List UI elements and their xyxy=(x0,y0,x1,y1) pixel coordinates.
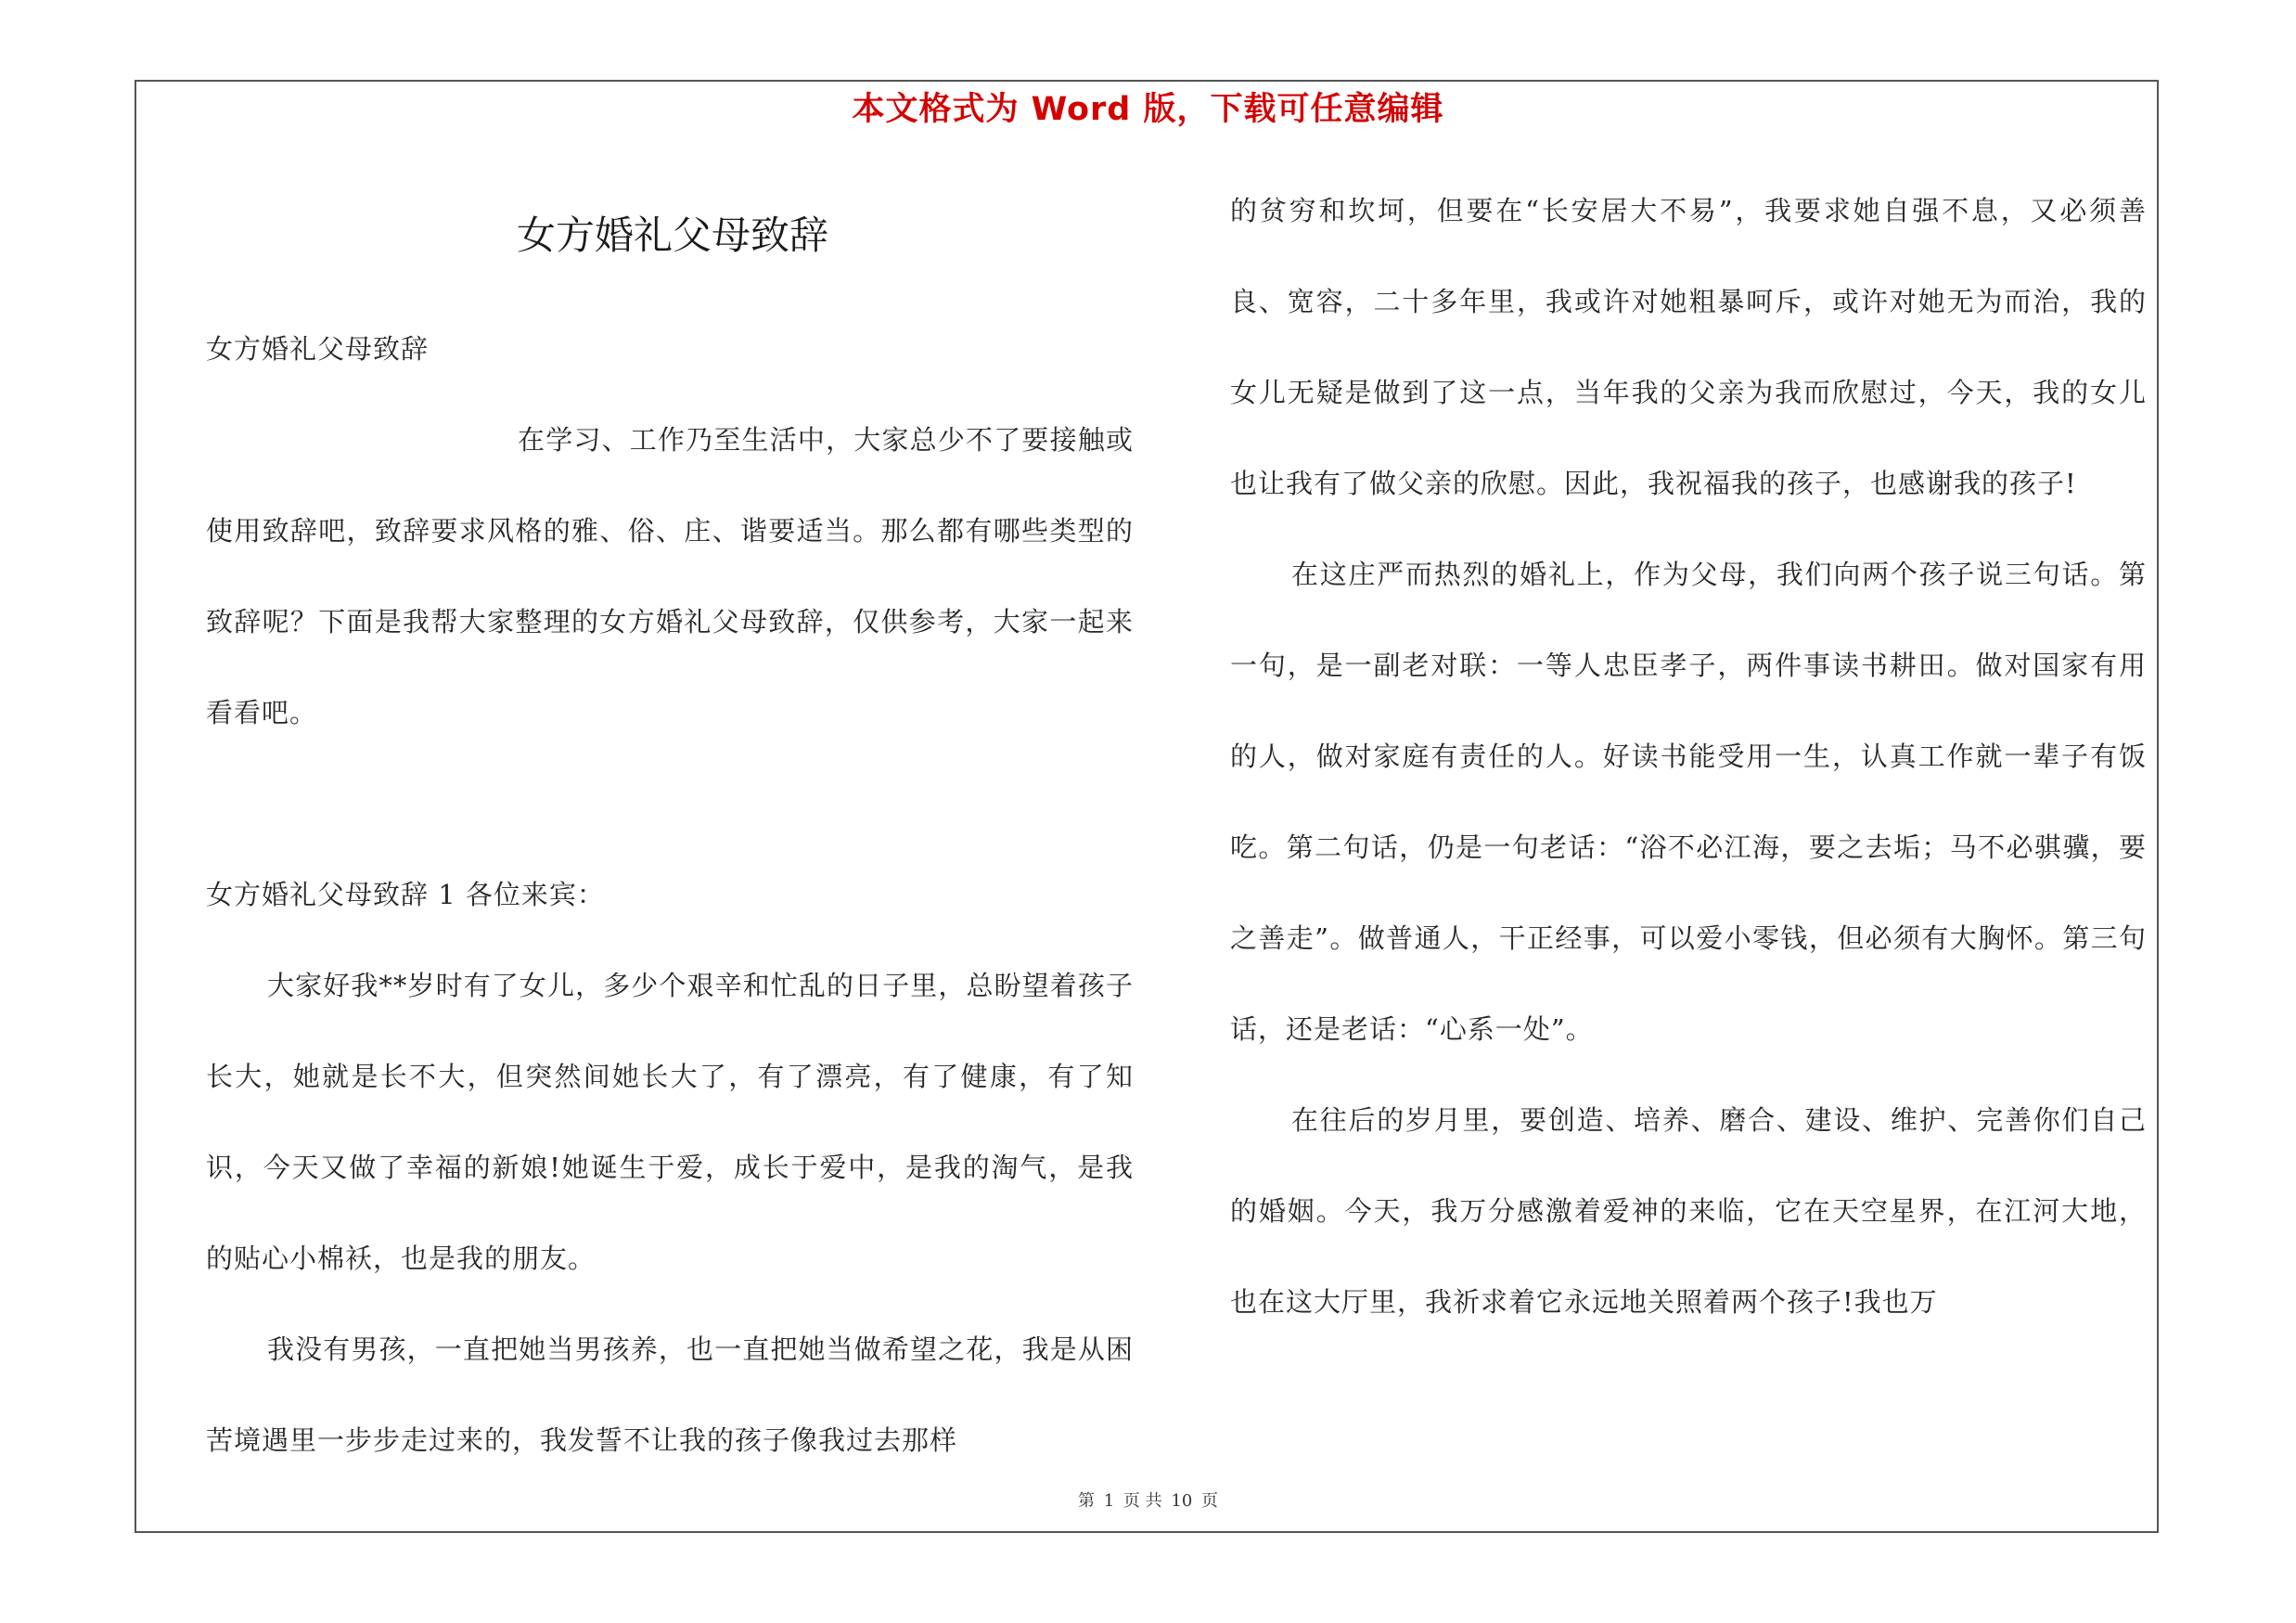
blank-line xyxy=(206,758,1134,849)
document-title: 女方婚礼父母致辞 xyxy=(516,213,828,258)
intro-paragraph: 在学习、工作乃至生活中，大家总少不了要接触或使用致辞吧，致辞要求风格的雅、俗、庄、谐要适当。那么都有哪些类型的致辞呢？下面是我帮大家整理的女方婚礼父母致辞，仅供参考，大家一起来看看吧。 xyxy=(206,424,1134,728)
page-footer xyxy=(0,1490,2296,1513)
word-format-banner: 本文格式为 Word 版，下载可任意编辑 xyxy=(852,91,1444,128)
footer-mid: 页 共 xyxy=(1122,1491,1162,1511)
total-pages: 10 xyxy=(1171,1491,1193,1511)
footer-prefix: 第 xyxy=(1077,1491,1095,1511)
footer-suffix: 页 xyxy=(1201,1491,1219,1511)
section-heading: 女方婚礼父母致辞 1 各位来宾： xyxy=(206,879,605,910)
right-column xyxy=(1230,165,2147,1347)
body-paragraph: 大家好我**岁时有了女儿，多少个艰辛和忙乱的日子里，总盼望着孩子长大，她就是长不大，但突然间她长大了，有了漂亮，有了健康，有了知识，今天又做了幸福的新娘!她诞生于爱，成长于爱中，是我的淘气，是我的贴心小棉袄，也是我的朋友。 xyxy=(206,970,1134,1274)
left-column xyxy=(206,303,1134,1486)
body-paragraph: 在这庄严而热烈的婚礼上，作为父母，我们向两个孩子说三句话。第一句，是一副老对联：一等人忠臣孝子，两件事读书耕田。做对国家有用的人，做对家庭有责任的人。好读书能受用一生，认真工作就一辈子有饭吃。第二句话，仍是一句老话：“浴不必江海，要之去垢；马不必骐骥，要之善走”。做普通人，干正经事，可以爱小零钱，但必须有大胸怀。第三句话，还是老话：“心系一处”。 xyxy=(1230,559,2147,1045)
document-subtitle: 女方婚礼父母致辞 xyxy=(206,333,430,365)
body-paragraph: 在往后的岁月里，要创造、培养、磨合、建设、维护、完善你们自己的婚姻。今天，我万分感激着爱神的来临，它在天空星界，在江河大地，也在这大厅里，我祈求着它永远地关照着两个孩子!我也万 xyxy=(1230,1104,2147,1318)
current-page-number: 1 xyxy=(1103,1491,1115,1511)
body-paragraph: 的贫穷和坎坷，但要在“长安居大不易”，我要求她自强不息，又必须善良、宽容，二十多年里，我或许对她粗暴呵斥，或许对她无为而治，我的女儿无疑是做到了这一点，当年我的父亲为我而欣慰过，今天，我的女儿也让我有了做父亲的欣慰。因此，我祝福我的孩子，也感谢我的孩子! xyxy=(1230,195,2147,499)
body-paragraph: 我没有男孩，一直把她当男孩养，也一直把她当做希望之花，我是从困苦境遇里一步步走过来的，我发誓不让我的孩子像我过去那样 xyxy=(206,1333,1134,1456)
